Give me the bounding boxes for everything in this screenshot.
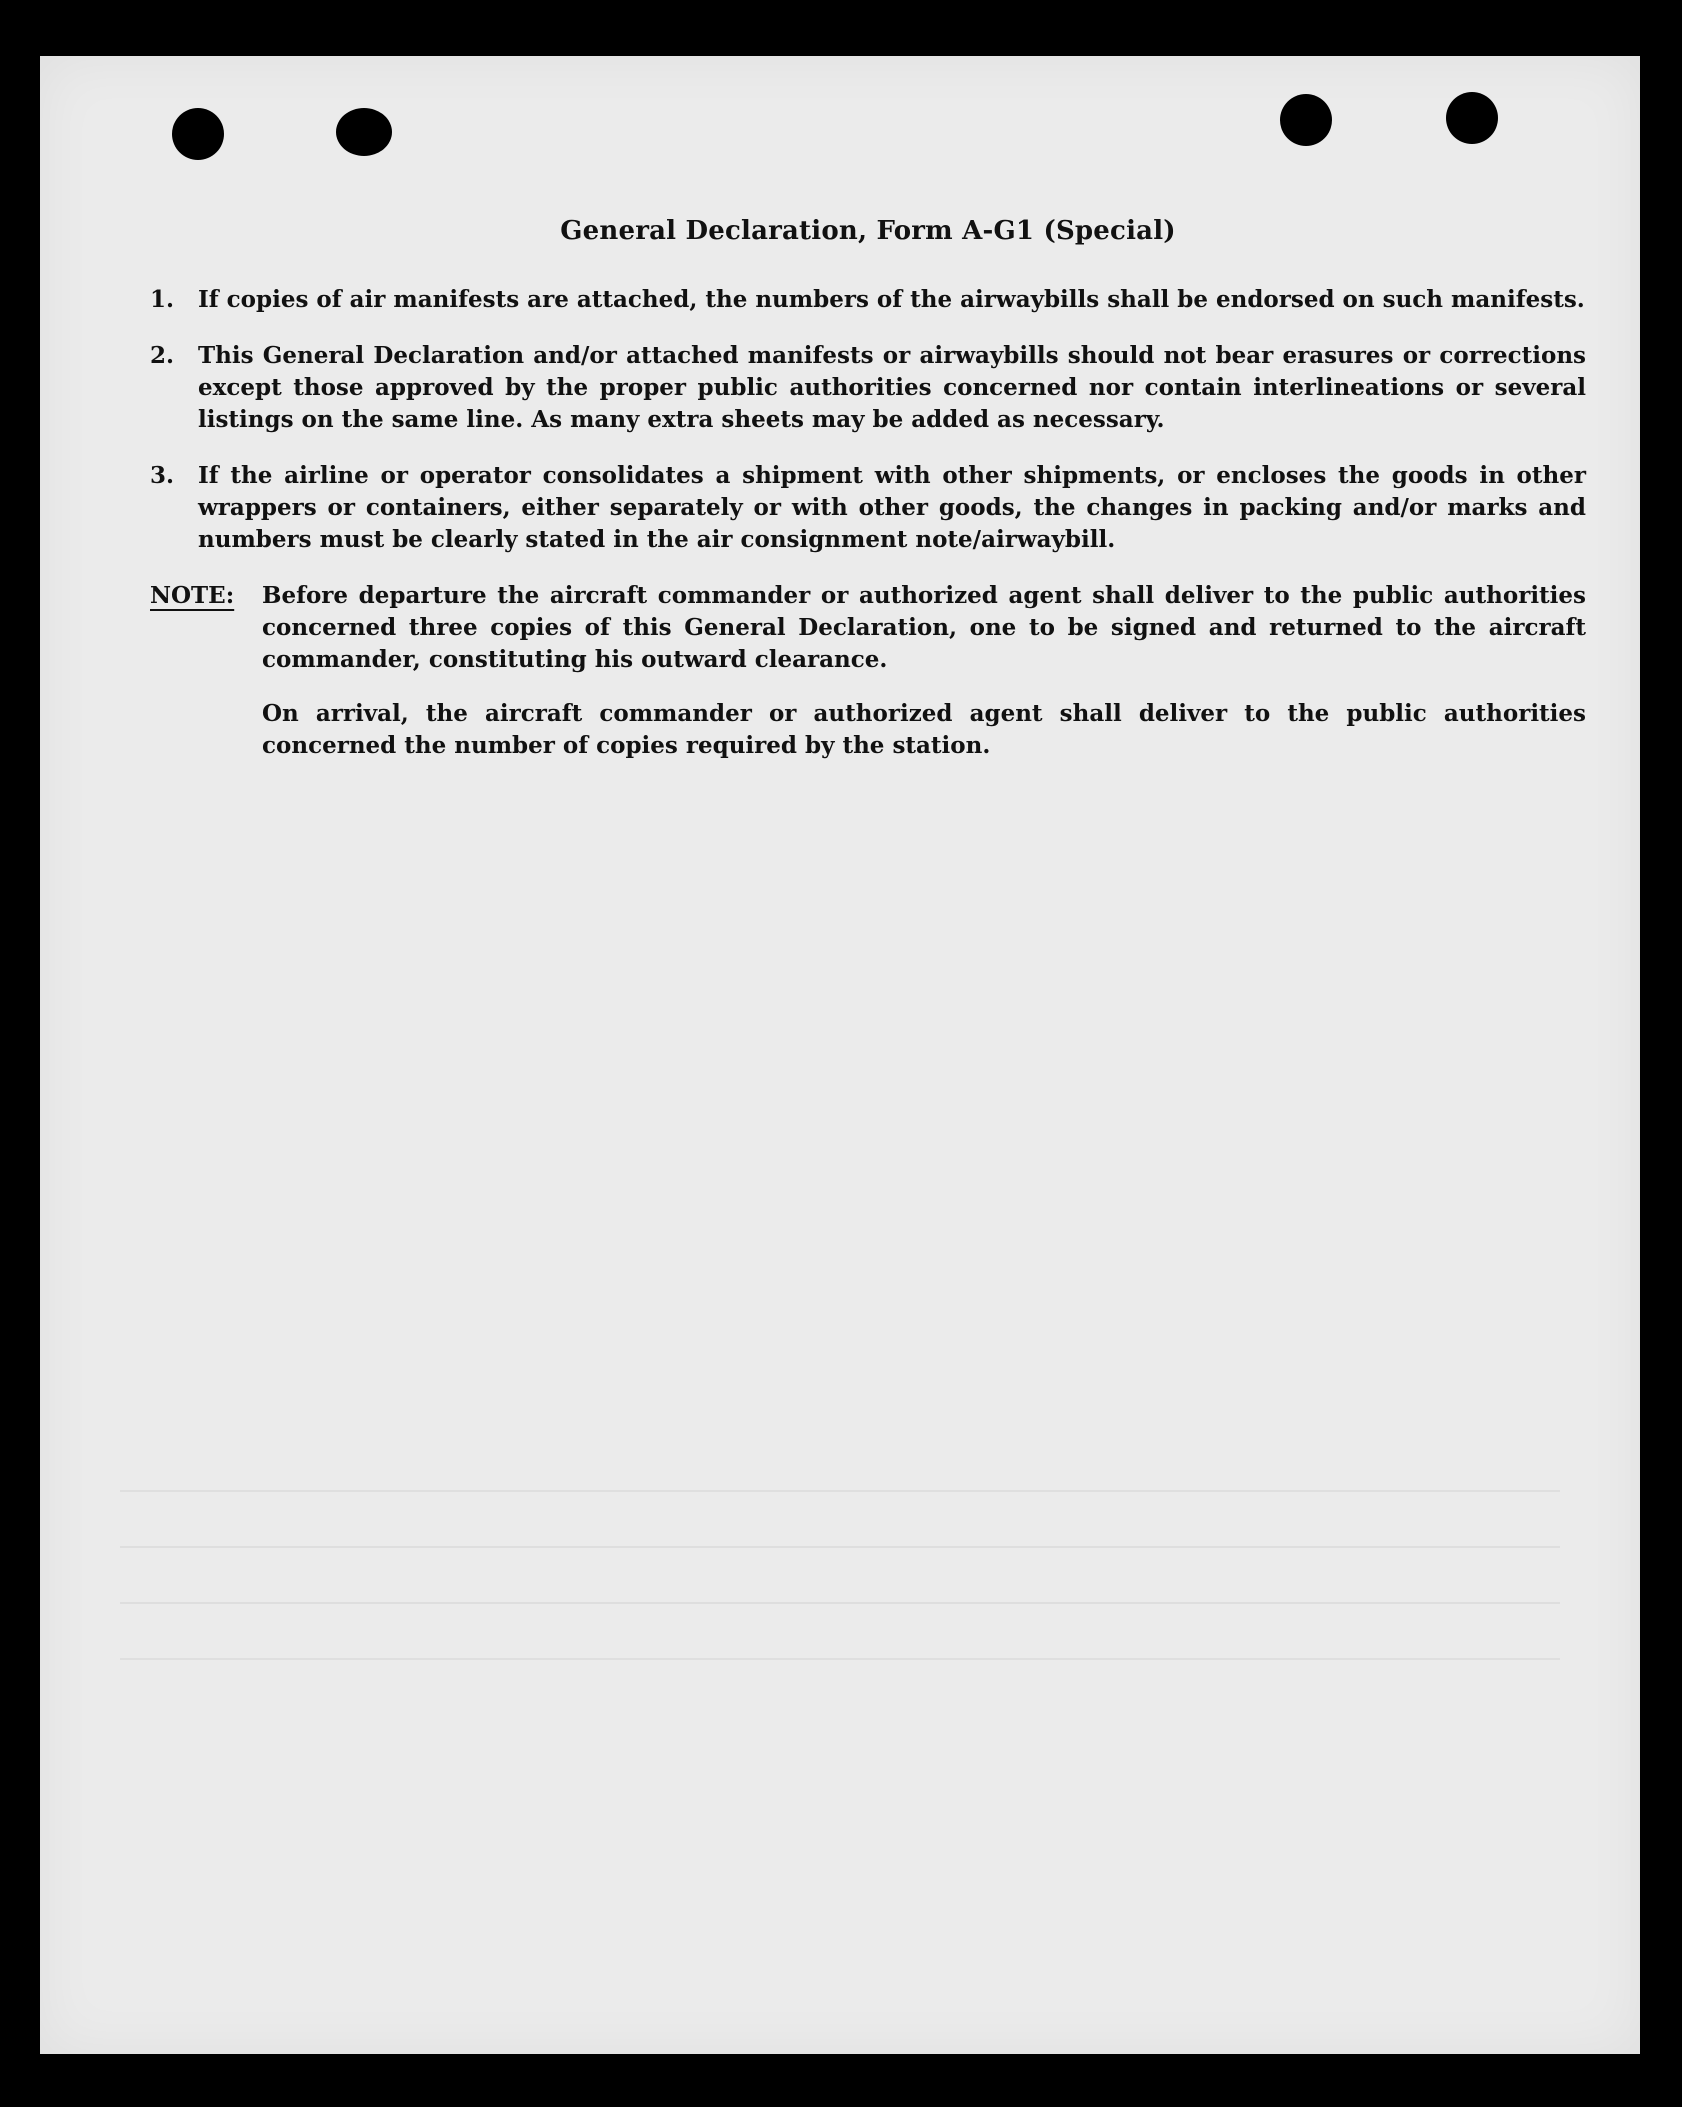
punch-hole-icon xyxy=(172,108,224,160)
list-item-number: 2. xyxy=(150,342,175,369)
list-item xyxy=(150,340,1586,436)
list-item xyxy=(150,284,1586,316)
list-item xyxy=(150,460,1586,556)
document-page xyxy=(40,56,1640,2054)
note-body xyxy=(262,580,1586,784)
list-item-number: 3. xyxy=(150,462,175,489)
punch-hole-icon xyxy=(1280,94,1332,146)
note-label: NOTE: xyxy=(150,582,235,609)
list-item-number: 1. xyxy=(150,286,175,313)
note-section xyxy=(150,580,1586,784)
note-paragraph: On arrival, the aircraft commander or authorized agent shall deliver to the public authorities concerned the number of copies required by the station. xyxy=(262,700,1586,759)
list-item-text: If copies of air manifests are attached, the numbers of the airwaybills shall be endorsed on such manifests. xyxy=(198,286,1585,313)
list-item-text: This General Declaration and/or attached manifests or airwaybills should not bear erasures or corrections except those approved by the proper public authorities concerned nor contain interlineations or several listings on the same line. As many extra sheets may be added as necessary. xyxy=(198,342,1586,433)
bleed-through-texture xyxy=(120,1436,1560,1836)
note-paragraph: Before departure the aircraft commander or authorized agent shall deliver to the public authorities concerned three copies of this General Declaration, one to be signed and returned to the aircraft commander, constituting his outward clearance. xyxy=(262,582,1586,673)
document-title: General Declaration, Form A-G1 (Special) xyxy=(560,216,1176,246)
document-content xyxy=(150,216,1586,784)
punch-hole-icon xyxy=(1446,92,1498,144)
list-item-text: If the airline or operator consolidates a shipment with other shipments, or encloses the goods in other wrappers or containers, either separately or with other goods, the changes in packing and/or marks and numbers must be clearly stated in the air consignment note/airwaybill. xyxy=(198,462,1586,553)
punch-hole-icon xyxy=(336,108,392,156)
